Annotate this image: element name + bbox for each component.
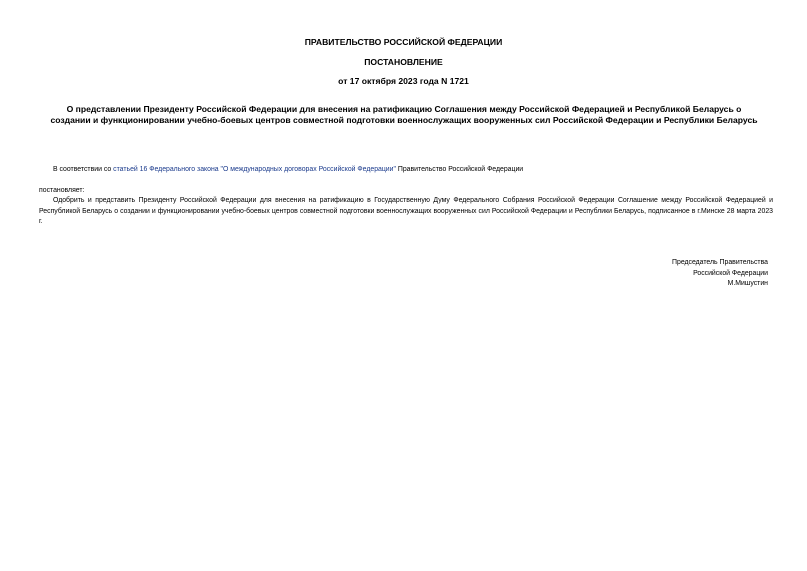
preamble-prefix: В соответствии со — [53, 166, 114, 173]
signatory-title-line1: Председатель Правительства — [672, 259, 768, 266]
signatory-title-line2: Российской Федерации — [693, 270, 768, 277]
document-date-number: от 17 октября 2023 года N 1721 — [338, 76, 469, 86]
preamble-paragraph — [53, 165, 773, 176]
resolution-clause: Одобрить и представить Президенту Российской Федерации для внесения на ратификацию в Государственную Думу Федерального Собрания Российской Федерации Соглашение между Российской Федерацией и Республикой Беларусь о создании и функционировании учебно-боевых центров совместной подготовки военнослужащих вооруженных сил Российской Федерации и Республики Беларусь, подписанное в г.Минске 28 марта 2023 г. — [39, 197, 773, 226]
signatory-name: М.Мишустин — [727, 280, 768, 287]
document-subject: О представлении Президенту Российской Федерации для внесения на ратификацию Соглашения между Российской Федерацией и Республикой Беларусь о создании и функционировании учебно-боевых центров совместной подготовки военнослужащих вооруженных сил Российской Федерации и Республики Беларусь — [50, 104, 758, 126]
document-type: ПОСТАНОВЛЕНИЕ — [364, 57, 443, 67]
resolves-text: постановляет: — [39, 187, 85, 194]
issuing-authority: ПРАВИТЕЛЬСТВО РОССИЙСКОЙ ФЕДЕРАЦИИ — [304, 37, 503, 47]
law-article-link[interactable]: статьей 16 Федерального закона "О международных договорах Российской Федерации" — [113, 166, 396, 173]
preamble-suffix: Правительство Российской Федерации — [395, 166, 524, 173]
